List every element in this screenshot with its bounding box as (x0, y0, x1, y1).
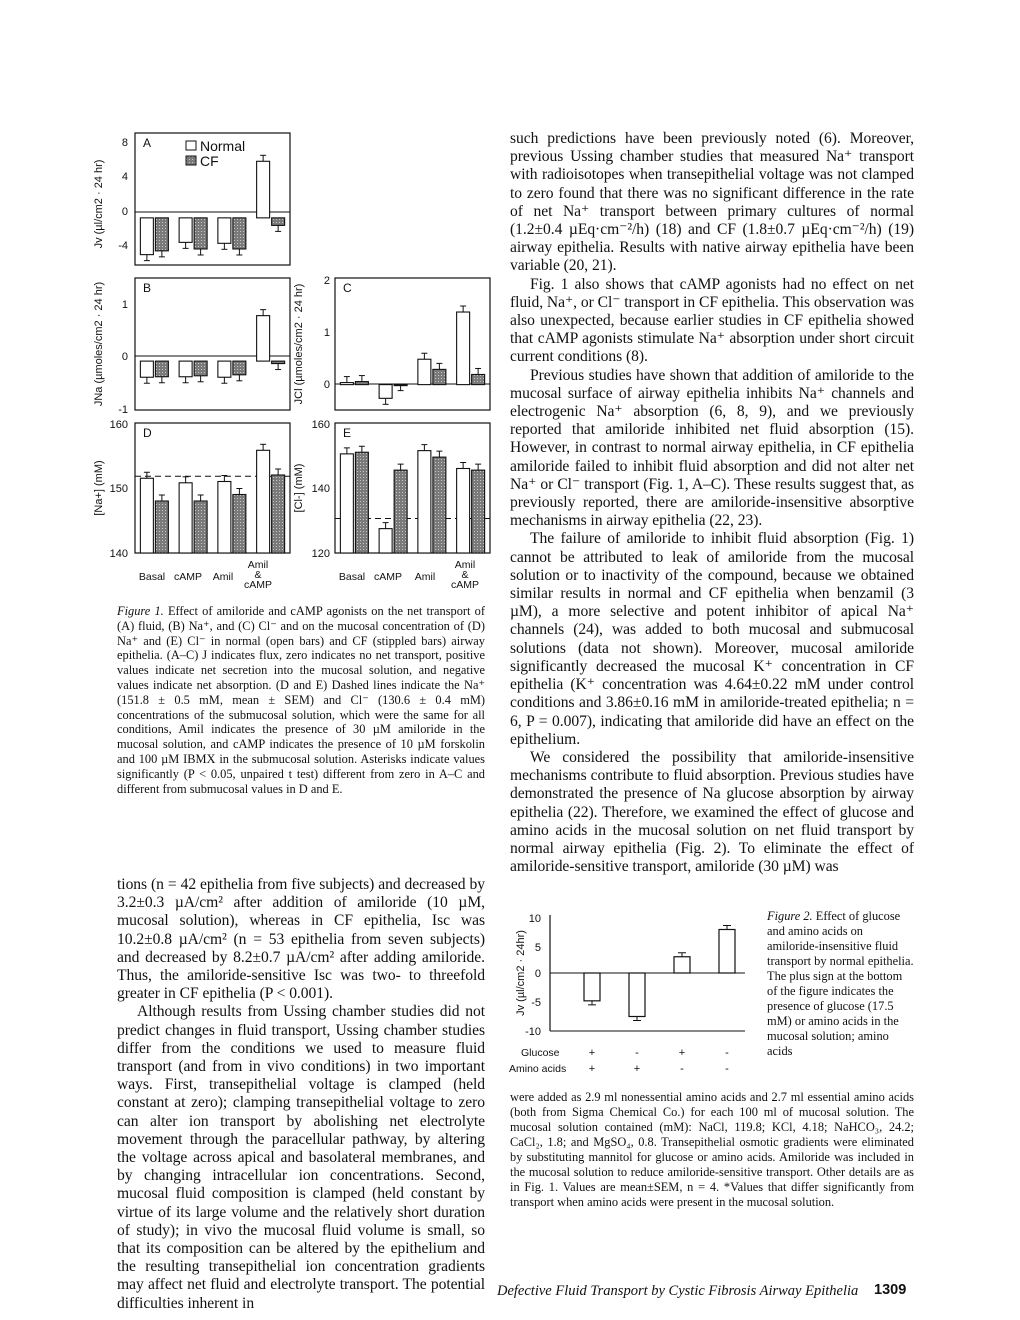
left-paragraph-2: Although results from Ussing chamber studies did not predict changes in fluid transport, Ussing chamber studies differ from the conditions we used to measure fluid transport (and from in vivo conditions) in two important ways. First, transepithelial voltage is clamped (held constant at zero); clamping transepithelial voltage to zero can alter ion transport by abolishing net electrolyte movement through the paracellular pathway, by altering the voltage across apical and basolateral membranes, and by changing intracellular ion concentrations. Second, mucosal fluid composition is clamped (held constant by virtue of its large volume and the relatively short duration of study); in vivo the mucosal fluid volume is small, so that its composition can be altered by the epithelium and the resulting transepithelial ion concentration gradients may affect net fluid and electrolyte transport. The potential difficulties inherent in (117, 1003, 485, 1312)
panel-a-tick-neg4: -4 (118, 240, 128, 252)
panel-c-tick-1: 1 (323, 327, 330, 339)
panel-a-bar-normal-4 (257, 161, 270, 218)
panel-d-bar-normal-4 (257, 450, 270, 553)
panel-d-tick-140: 140 (109, 548, 128, 560)
panel-b-bar-normal-1 (140, 361, 153, 377)
figure-2-caption-continued (510, 1090, 914, 1210)
xlabel-e-camp2: cAMP (450, 579, 480, 591)
panel-c-tick-2: 2 (323, 275, 330, 287)
panel-e-tick-160: 160 (311, 419, 330, 431)
xlabel-e-basal: Basal (338, 571, 366, 583)
panel-e-ylabel: [Cl-] (mM) (293, 463, 305, 513)
figure-1 (0, 0, 500, 600)
panel-c-bar-normal-3 (418, 359, 431, 384)
right-paragraph-1: such predictions have been previously noted (6). Moreover, previous Ussing chamber studies that measured Na⁺ transport with radioisotopes when transepithelial voltage was not clamped to zero found that there was no significant difference in the rate of net Na⁺ transport between primary cultures of normal (1.2±0.4 µEq·cm⁻²/h) (18) and CF (1.8±0.7 µEq·cm⁻²/h) (19) airway epithelia. Results with native airway epithelia have been variable (20, 21). (510, 130, 914, 275)
fig2-glucose-sign-4: - (725, 1047, 729, 1059)
panel-e-bar-normal-4 (457, 469, 470, 554)
xlabel-e-amil: Amil (414, 571, 436, 583)
panel-d-bar-cf-4 (272, 475, 285, 553)
left-column-text (117, 876, 485, 1313)
panel-d-bar-normal-2 (179, 483, 192, 553)
figure-2-caption-cont-text: were added as 2.9 ml nonessential amino acids and 2.7 ml essential amino acids (both from Sigma Chemical Co.) for each 100 ml of mucosal solution. The mucosal solution contained (mM): NaCl, 119.8; KCl, 4.18; NaHCO₃, 24.2; CaCl₂, 1.8; and MgSO₄, 0.8. Transepithelial osmotic gradients were eliminated by substituting mannitol for glucose or amino acids. Amiloride was included in the mucosal solution to reduce amiloride-sensitive transport. Other details are as in Fig. 1. Values are mean±SEM, n = 4. *Values that differ significantly from transport when amino acids were present in the mucosal solution. (510, 1090, 914, 1209)
figure-1-caption (117, 604, 485, 796)
xlabel-d-amil: Amil (212, 571, 234, 583)
panel-e-bar-cf-1 (355, 452, 368, 553)
panel-e-tick-140: 140 (311, 483, 330, 495)
panel-c-letter: C (343, 281, 352, 295)
panel-e-letter: E (343, 426, 352, 440)
figure-1-caption-text: Effect of amiloride and cAMP agonists on the net transport of (A) fluid, (B) Na⁺, and (C) Cl⁻ and on the mucosal concentration of (D) Na⁺ and (E) Cl⁻ in normal (open bars) and CF (stippled bars) airway epithelia. (A–C) J indicates flux, zero indicates no net transport, positive values indicate net secretion into the mucosal solution, and negative values indicate net absorption. (D and E) Dashed lines indicate the Na⁺ (151.8 ± 0.5 mM, mean ± SEM) and Cl⁻ (130.6 ± 0.4 mM) concentrations of the submucosal solution, which were the same for all conditions, Amil indicates the presence of 30 µM amiloride in the mucosal solution, and cAMP indicates the presence of 10 µM forskolin and 100 µM IBMX in the submucosal solution. Asterisks indicate values significantly (P < 0.05, unpaired t test) different from zero in A–C and different from submucosal values in D and E. (117, 604, 485, 796)
fig2-glucose-sign-3: + (678, 1047, 686, 1059)
fig2-tick-10: 10 (528, 913, 541, 925)
fig2-amino-sign-4: - (725, 1063, 729, 1075)
panel-a-tick-4: 4 (121, 171, 128, 183)
panel-c-bar-normal-1 (340, 383, 353, 385)
fig2-amino-sign-3: - (680, 1063, 684, 1075)
panel-a-tick-0: 0 (121, 206, 128, 218)
panel-b-letter: B (143, 281, 152, 295)
xlabel-d-camp2: cAMP (243, 579, 273, 591)
figure-2-caption-title: Figure 2. (767, 909, 813, 923)
xlabel-e-camp: cAMP (373, 571, 403, 583)
panel-b-bar-normal-4 (257, 316, 270, 361)
panel-e-bar-cf-4 (472, 470, 485, 553)
fig2-bar-3 (674, 957, 690, 973)
panel-d-tick-160: 160 (109, 419, 128, 431)
panel-d-tick-150: 150 (109, 483, 128, 495)
panel-b-bars (140, 310, 284, 384)
panel-c-bar-normal-2 (379, 385, 392, 399)
fig2-glucose-sign-2: - (635, 1047, 639, 1059)
right-paragraph-5: We considered the possibility that amiloride-insensitive mechanisms contribute to fluid absorption. Previous studies have demonstrated the presence of Na glucose absorption by airway epithelia (22). Therefore, we examined the effect of glucose and amino acids in the mucosal solution on net fluid transport by normal airway epithelia (Fig. 2). To eliminate the effect of amiloride-sensitive transport, amiloride (30 µM) was (510, 748, 914, 876)
running-footer-title: Defective Fluid Transport by Cystic Fibrosis Airway Epithelia (497, 1283, 859, 1299)
figure-1-caption-title: Figure 1. (117, 604, 164, 618)
xlabel-e-amp: & (461, 569, 469, 581)
panel-d-bar-cf-2 (194, 501, 207, 553)
panel-d-bar-cf-3 (233, 495, 246, 554)
panel-c-tick-0: 0 (323, 379, 330, 391)
right-paragraph-4: The failure of amiloride to inhibit fluid absorption (Fig. 1) cannot be attributed to leak of amiloride from the mucosal solution or to inactivity of the compound, because we obtained similar results in normal and CF epithelia when benzamil (3 µM), a more selective and potent inhibitor of apical Na⁺ channels (24), was added to both mucosal and submucosal solutions (data not shown). Moreover, mucosal amiloride significantly decreased the mucosal K⁺ concentration in CF epithelia (K⁺ concentration was 4.64±0.22 mM under control conditions and 3.86±0.16 mM in amiloride-treated epithelia; n = 6, P = 0.007), indicating that amiloride did have an effect on the epithelium. (510, 530, 914, 748)
fig2-bar-1 (584, 973, 600, 1001)
fig2-glucose-sign-1: + (588, 1047, 596, 1059)
legend-normal-swatch (186, 141, 196, 150)
figure-2-caption-side: Effect of glucose and amino acids on amiloride-insensitive fluid transport by normal epithelia. The plus sign at the bottom of the figure indicates the presence of glucose (17.5 mM) or amino acids in the mucosal solution; amino acids (767, 909, 914, 1058)
panel-c-bar-cf-1 (355, 382, 368, 385)
panel-d-bar-normal-3 (218, 482, 231, 554)
panel-a-bar-cf-1 (155, 218, 168, 251)
panel-b-bar-normal-2 (179, 361, 192, 377)
xlabel-d-amp: & (254, 569, 262, 581)
panel-a-bars (140, 155, 284, 260)
panel-e-bar-cf-3 (433, 457, 446, 553)
panel-d-letter: D (143, 426, 152, 440)
right-paragraph-2: Fig. 1 also shows that cAMP agonists had no effect on net fluid, Na⁺, or Cl⁻ transport in CF epithelia. This observation was also unexpected, because earlier studies in CF epithelia showed that cAMP agonists stimulate Na⁺ absorption under short circuit current conditions (8). (510, 275, 914, 366)
panel-c-ylabel: JCl (µmoles/cm2 · 24 hr) (293, 283, 305, 405)
page-number: 1309 (874, 1282, 907, 1298)
right-paragraph-3: Previous studies have shown that addition of amiloride to the mucosal surface of airway epithelia inhibits Na⁺ channels and electrogenic Na⁺ absorption (6, 8, 9), and we previously reported that amiloride inhibited net fluid absorption (15). However, in contrast to normal airway epithelia, in CF epithelia amiloride failed to inhibit fluid absorption and did not alter net Na⁺ or Cl⁻ transport (Fig. 1, A–C). These results suggest that, as previously reported, there are amiloride-insensitive absorptive mechanisms in airway epithelia (22, 23). (510, 366, 914, 530)
panel-e-bar-normal-3 (418, 451, 431, 553)
left-paragraph-1: tions (n = 42 epithelia from five subjects) and decreased by 3.2±0.3 µA/cm² after addition of amiloride (10 µM, mucosal solution), whereas in CF epithelia, Isc was 10.2±0.8 µA/cm² (n = 53 epithelia from seven subjects) and decreased by 8.2±0.7 µA/cm² after adding amiloride. Thus, the amiloride-sensitive Isc was two- to threefold greater in CF epithelia (P < 0.001). (117, 876, 485, 1003)
fig2-bar-4 (719, 930, 735, 974)
fig2-amino-sign-2: + (633, 1063, 641, 1075)
panel-a-tick-8: 8 (121, 137, 128, 149)
panel-a-bar-normal-1 (140, 218, 153, 255)
fig2-tick-neg10: -10 (525, 1026, 541, 1038)
panel-d-bar-cf-1 (155, 501, 168, 553)
right-column-text (510, 130, 914, 876)
panel-e-bar-cf-2 (394, 470, 407, 553)
panel-a-bar-normal-3 (218, 218, 231, 243)
panel-a-bar-normal-2 (179, 218, 192, 243)
panel-b-bar-cf-3 (233, 361, 246, 375)
fig2-ylabel: Jv (µl/cm2 · 24hr) (515, 930, 527, 1016)
panel-c-bar-cf-4 (472, 374, 485, 384)
panel-a-letter: A (143, 136, 152, 150)
panel-e-tick-120: 120 (311, 548, 330, 560)
panel-e-bars (340, 445, 484, 553)
panel-d-bar-normal-1 (140, 478, 153, 553)
panel-b-bar-cf-1 (155, 361, 168, 377)
panel-b-tick-0: 0 (121, 351, 128, 363)
panel-b-bar-cf-2 (194, 361, 207, 376)
panel-a-ylabel: Jv (µl/cm2 · 24 hr) (93, 159, 105, 249)
figure-2 (505, 905, 765, 1080)
fig2-amino-sign-1: + (588, 1063, 596, 1075)
fig2-tick-neg5: -5 (531, 997, 541, 1009)
panel-e-bar-normal-2 (379, 529, 392, 553)
panel-c-bar-cf-3 (433, 369, 446, 384)
fig2-tick-5: 5 (534, 942, 541, 954)
legend-cf-swatch (186, 156, 196, 165)
panel-d-ylabel: [Na+] (mM) (93, 460, 105, 516)
xlabel-d-amil2: Amil (247, 559, 269, 571)
legend-normal-label: Normal (200, 138, 246, 154)
fig2-row-glucose: Glucose (521, 1047, 560, 1059)
panel-a-bar-cf-4 (272, 218, 285, 226)
panel-b-tick-1: 1 (121, 299, 128, 311)
panel-b-tick-neg1: -1 (118, 404, 128, 416)
panel-b-bar-normal-3 (218, 361, 231, 377)
panel-c-bars (340, 306, 484, 404)
panel-c-bar-normal-4 (457, 312, 470, 385)
panel-b-bar-cf-4 (272, 361, 285, 363)
legend-cf-label: CF (200, 153, 219, 169)
panel-a-bar-cf-3 (233, 218, 246, 249)
xlabel-d-camp: cAMP (173, 571, 203, 583)
xlabel-e-amil2: Amil (454, 559, 476, 571)
figure-2-caption (767, 909, 915, 1059)
panel-a-bar-cf-2 (194, 218, 207, 249)
fig2-row-amino: Amino acids (509, 1063, 567, 1075)
xlabel-d-basal: Basal (138, 571, 166, 583)
fig2-bar-2 (629, 973, 645, 1017)
panel-e-bar-normal-1 (340, 454, 353, 553)
panel-d-bars (140, 444, 284, 553)
panel-b-ylabel: JNa (µmoles/cm2 · 24 hr) (93, 281, 105, 407)
fig2-tick-0: 0 (534, 968, 541, 980)
